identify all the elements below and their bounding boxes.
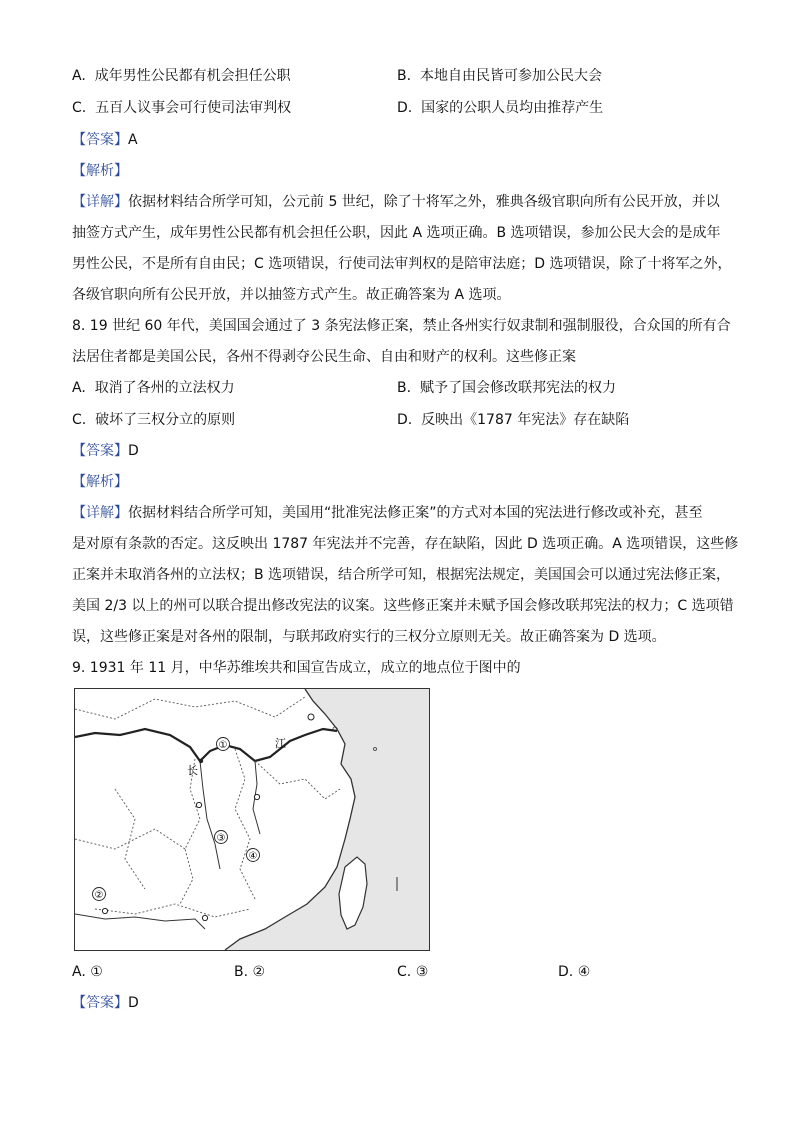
q9-option-c: C. ③ <box>397 964 429 980</box>
q8-stem-line-1: 8. 19 世纪 60 年代，美国国会通过了 3 条宪法修正案，禁止各州实行奴隶制和强制服役，合众国的所有合 <box>72 318 731 334</box>
q7-detail-line-2: 抽签方式产生，成年男性公民都有机会担任公职，因此 A 选项正确。B 选项错误，参加公民大会的是成年 <box>72 225 721 241</box>
q8-option-b: B. 赋予了国会修改联邦宪法的权力 <box>397 380 616 396</box>
yangtze-river <box>75 729 337 761</box>
q7-analysis-label: 【解析】 <box>72 163 128 179</box>
province-border <box>255 761 340 799</box>
river-label-chang: 长 <box>187 764 198 777</box>
q9-option-d: D. ④ <box>558 964 591 980</box>
xiang-river <box>200 761 220 869</box>
q7-option-a: A. 成年男性公民都有机会担任公职 <box>72 68 291 84</box>
q9-option-b: B. ② <box>234 964 266 980</box>
q8-option-a: A. 取消了各州的立法权力 <box>72 380 235 396</box>
china-map-figure <box>74 688 430 951</box>
q8-option-c: C. 破坏了三权分立的原则 <box>72 412 236 428</box>
q8-detail-line-1: 【详解】依据材料结合所学可知，美国用“批准宪法修正案”的方式对本国的宪法进行修改或补充，甚至 <box>72 505 703 521</box>
q7-detail-line-1: 【详解】依据材料结合所学可知，公元前 5 世纪，除了十将军之外，雅典各级官职向所有公民开放，并以 <box>72 194 720 210</box>
q8-detail-line-2: 是对原有条款的否定。这反映出 1787 年宪法并不完善，存在缺陷，因此 D 选项正确。A 选项错误，这些修 <box>72 536 739 552</box>
q8-stem-line-2: 法居住者都是美国公民，各州不得剥夺公民生命、自由和财产的权利。这些修正案 <box>72 349 576 365</box>
marker-3-label: ③ <box>216 833 226 844</box>
q7-option-c: C. 五百人议事会可行使司法审判权 <box>72 100 292 116</box>
city-marker <box>102 908 107 913</box>
q9-answer: 【答案】D <box>72 995 139 1011</box>
q7-answer: 【答案】A <box>72 132 138 148</box>
q9-stem: 9. 1931 年 11 月，中华苏维埃共和国宣告成立，成立的地点位于图中的 <box>72 660 521 676</box>
province-border <box>180 759 200 904</box>
q8-detail-line-4: 美国 2/3 以上的州可以联合提出修改宪法的议案。这些修正案并未赋予国会修改联邦宪法的权力；C 选项错 <box>72 598 734 614</box>
q7-detail-line-4: 各级官职向所有公民开放，并以抽签方式产生。故正确答案为 A 选项。 <box>72 287 511 303</box>
city-marker <box>199 759 203 763</box>
q9-option-a: A. ① <box>72 964 103 980</box>
city-marker <box>202 915 207 920</box>
q7-option-d: D. 国家的公职人员均由推荐产生 <box>397 100 604 116</box>
q7-option-b: B. 本地自由民皆可参加公民大会 <box>397 68 602 84</box>
province-border <box>75 697 305 719</box>
q8-answer: 【答案】D <box>72 443 139 459</box>
map-svg <box>75 689 429 950</box>
province-border <box>115 789 145 889</box>
q7-detail-line-3: 男性公民，不是所有自由民；C 选项错误，行使司法审判权的是陪审法庭；D 选项错误，除了十将军之外， <box>72 256 732 272</box>
province-border <box>95 904 250 917</box>
q8-detail-line-3: 正案并未取消各州的立法权；B 选项错误，结合所学可知，根据宪法规定，美国国会可以通过宪法修正案， <box>72 567 731 583</box>
city-marker <box>308 714 314 720</box>
city-marker <box>196 802 201 807</box>
q8-analysis-label: 【解析】 <box>72 474 128 490</box>
province-border <box>235 749 255 899</box>
q8-detail-line-5: 误，这些修正案是对各州的限制，与联邦政府实行的三权分立原则无关。故正确答案为 D 选项。 <box>72 629 666 645</box>
river-label-jiang: 江 <box>275 737 286 750</box>
marker-4-label: ④ <box>248 851 258 862</box>
q8-option-d: D. 反映出《1787 年宪法》存在缺陷 <box>397 412 630 428</box>
marker-2-label: ② <box>94 890 104 901</box>
pearl-river <box>75 914 205 929</box>
city-marker <box>254 794 259 799</box>
marker-1-label: ① <box>218 740 228 751</box>
